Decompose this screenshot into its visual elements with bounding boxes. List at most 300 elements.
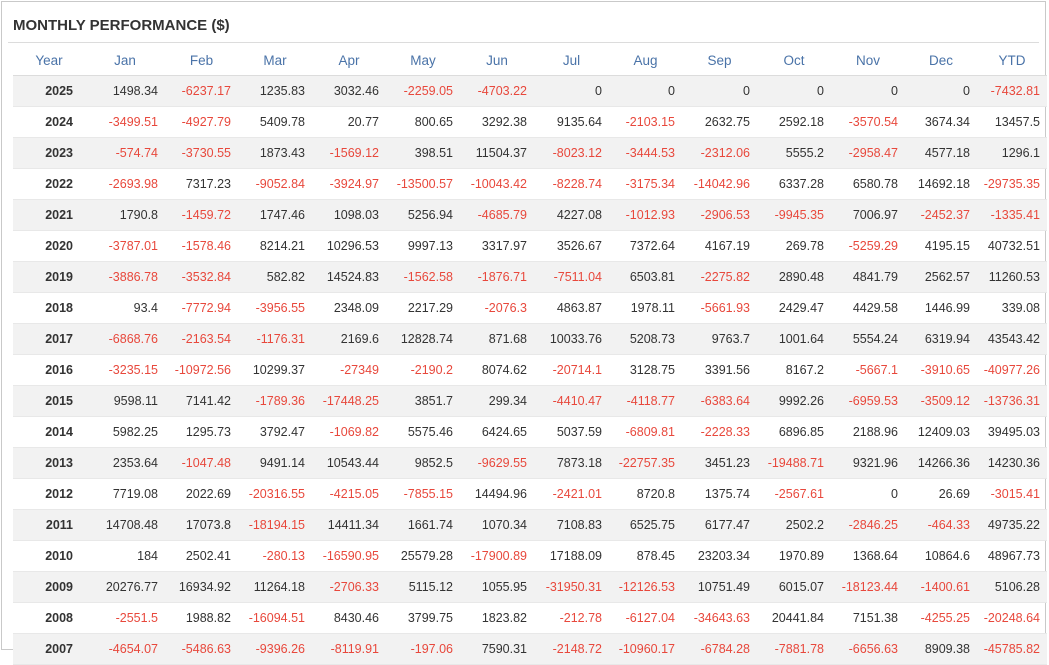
month-value-cell: 0: [831, 479, 905, 510]
month-value-cell: 9997.13: [386, 231, 460, 262]
month-value-cell: 1823.82: [460, 603, 534, 634]
month-value-cell: 2348.09: [312, 293, 386, 324]
month-value-cell: 14692.18: [905, 169, 977, 200]
table-row: [13, 541, 1047, 572]
month-value-cell: -5486.63: [165, 634, 238, 665]
month-value-cell: -5661.93: [682, 293, 757, 324]
month-value-cell: -464.33: [905, 510, 977, 541]
month-value-cell: 4227.08: [534, 200, 609, 231]
month-value-cell: -3730.55: [165, 138, 238, 169]
month-value-cell: -4703.22: [460, 76, 534, 107]
month-value-cell: 1873.43: [238, 138, 312, 169]
month-value-cell: 6525.75: [609, 510, 682, 541]
year-cell: 2011: [13, 510, 85, 541]
month-value-cell: -2076.3: [460, 293, 534, 324]
month-value-cell: 2562.57: [905, 262, 977, 293]
month-value-cell: 14494.96: [460, 479, 534, 510]
ytd-cell: 14230.36: [977, 448, 1047, 479]
month-value-cell: -9629.55: [460, 448, 534, 479]
month-value-cell: 7108.83: [534, 510, 609, 541]
year-cell: 2025: [13, 76, 85, 107]
table-row: [13, 138, 1047, 169]
column-header-oct: Oct: [757, 46, 831, 76]
month-value-cell: -20316.55: [238, 479, 312, 510]
month-value-cell: 3128.75: [609, 355, 682, 386]
table-row: [13, 231, 1047, 262]
ytd-cell: 11260.53: [977, 262, 1047, 293]
month-value-cell: -4927.79: [165, 107, 238, 138]
month-value-cell: 16934.92: [165, 572, 238, 603]
month-value-cell: -7511.04: [534, 262, 609, 293]
month-value-cell: -2958.47: [831, 138, 905, 169]
month-value-cell: 2022.69: [165, 479, 238, 510]
month-value-cell: -1569.12: [312, 138, 386, 169]
month-value-cell: -17448.25: [312, 386, 386, 417]
month-value-cell: -2103.15: [609, 107, 682, 138]
month-value-cell: 3391.56: [682, 355, 757, 386]
month-value-cell: -2693.98: [85, 169, 165, 200]
month-value-cell: 7317.23: [165, 169, 238, 200]
month-value-cell: 0: [905, 76, 977, 107]
month-value-cell: -17900.89: [460, 541, 534, 572]
month-value-cell: -3175.34: [609, 169, 682, 200]
column-header-mar: Mar: [238, 46, 312, 76]
month-value-cell: -7855.15: [386, 479, 460, 510]
month-value-cell: 1235.83: [238, 76, 312, 107]
month-value-cell: 398.51: [386, 138, 460, 169]
month-value-cell: 20276.77: [85, 572, 165, 603]
month-value-cell: 5115.12: [386, 572, 460, 603]
month-value-cell: 7141.42: [165, 386, 238, 417]
month-value-cell: -212.78: [534, 603, 609, 634]
month-value-cell: 11504.37: [460, 138, 534, 169]
month-value-cell: 6503.81: [609, 262, 682, 293]
ytd-cell: -7432.81: [977, 76, 1047, 107]
month-value-cell: 2592.18: [757, 107, 831, 138]
month-value-cell: -4118.77: [609, 386, 682, 417]
month-value-cell: -1176.31: [238, 324, 312, 355]
column-header-may: May: [386, 46, 460, 76]
month-value-cell: -2452.37: [905, 200, 977, 231]
ytd-cell: 13457.5: [977, 107, 1047, 138]
month-value-cell: 3851.7: [386, 386, 460, 417]
month-value-cell: -6656.63: [831, 634, 905, 665]
month-value-cell: 20.77: [312, 107, 386, 138]
month-value-cell: 1498.34: [85, 76, 165, 107]
month-value-cell: 10299.37: [238, 355, 312, 386]
month-value-cell: -9052.84: [238, 169, 312, 200]
table-row: [13, 169, 1047, 200]
month-value-cell: 0: [757, 76, 831, 107]
month-value-cell: 10864.6: [905, 541, 977, 572]
month-value-cell: -27349: [312, 355, 386, 386]
year-cell: 2016: [13, 355, 85, 386]
month-value-cell: 1375.74: [682, 479, 757, 510]
month-value-cell: 2502.41: [165, 541, 238, 572]
table-row: [13, 417, 1047, 448]
table-row: [13, 448, 1047, 479]
table-row: [13, 479, 1047, 510]
column-header-jun: Jun: [460, 46, 534, 76]
column-header-dec: Dec: [905, 46, 977, 76]
month-value-cell: 5037.59: [534, 417, 609, 448]
month-value-cell: -4654.07: [85, 634, 165, 665]
ytd-cell: 5106.28: [977, 572, 1047, 603]
month-value-cell: -20714.1: [534, 355, 609, 386]
year-cell: 2020: [13, 231, 85, 262]
month-value-cell: -6868.76: [85, 324, 165, 355]
month-value-cell: 1661.74: [386, 510, 460, 541]
month-value-cell: 3292.38: [460, 107, 534, 138]
month-value-cell: 0: [609, 76, 682, 107]
month-value-cell: 6424.65: [460, 417, 534, 448]
month-value-cell: 299.34: [460, 386, 534, 417]
month-value-cell: -1578.46: [165, 231, 238, 262]
month-value-cell: -1562.58: [386, 262, 460, 293]
month-value-cell: 25579.28: [386, 541, 460, 572]
ytd-cell: -40977.26: [977, 355, 1047, 386]
month-value-cell: -10960.17: [609, 634, 682, 665]
ytd-cell: 40732.51: [977, 231, 1047, 262]
table-row: [13, 572, 1047, 603]
month-value-cell: 5409.78: [238, 107, 312, 138]
month-value-cell: -10972.56: [165, 355, 238, 386]
table-row: [13, 107, 1047, 138]
column-header-apr: Apr: [312, 46, 386, 76]
month-value-cell: -22757.35: [609, 448, 682, 479]
month-value-cell: -2421.01: [534, 479, 609, 510]
month-value-cell: -2706.33: [312, 572, 386, 603]
month-value-cell: 8720.8: [609, 479, 682, 510]
month-value-cell: -1069.82: [312, 417, 386, 448]
month-value-cell: 4841.79: [831, 262, 905, 293]
table-row: [13, 634, 1047, 665]
month-value-cell: -3924.97: [312, 169, 386, 200]
month-value-cell: 800.65: [386, 107, 460, 138]
month-value-cell: -3532.84: [165, 262, 238, 293]
month-value-cell: -2846.25: [831, 510, 905, 541]
month-value-cell: 93.4: [85, 293, 165, 324]
month-value-cell: -2163.54: [165, 324, 238, 355]
year-cell: 2021: [13, 200, 85, 231]
year-cell: 2010: [13, 541, 85, 572]
month-value-cell: 878.45: [609, 541, 682, 572]
month-value-cell: 2188.96: [831, 417, 905, 448]
year-cell: 2014: [13, 417, 85, 448]
ytd-cell: -3015.41: [977, 479, 1047, 510]
ytd-cell: 43543.42: [977, 324, 1047, 355]
month-value-cell: 8214.21: [238, 231, 312, 262]
month-value-cell: 8430.46: [312, 603, 386, 634]
month-value-cell: 1970.89: [757, 541, 831, 572]
table-row: [13, 262, 1047, 293]
month-value-cell: 5555.2: [757, 138, 831, 169]
month-value-cell: 0: [831, 76, 905, 107]
month-value-cell: -8119.91: [312, 634, 386, 665]
month-value-cell: 9992.26: [757, 386, 831, 417]
month-value-cell: 1747.46: [238, 200, 312, 231]
year-cell: 2019: [13, 262, 85, 293]
month-value-cell: -6127.04: [609, 603, 682, 634]
month-value-cell: -2312.06: [682, 138, 757, 169]
month-value-cell: -18123.44: [831, 572, 905, 603]
month-value-cell: 0: [682, 76, 757, 107]
month-value-cell: 9763.7: [682, 324, 757, 355]
month-value-cell: 1001.64: [757, 324, 831, 355]
month-value-cell: 1978.11: [609, 293, 682, 324]
ytd-cell: -45785.82: [977, 634, 1047, 665]
month-value-cell: -6784.28: [682, 634, 757, 665]
year-cell: 2015: [13, 386, 85, 417]
month-value-cell: 8167.2: [757, 355, 831, 386]
year-cell: 2017: [13, 324, 85, 355]
month-value-cell: -6383.64: [682, 386, 757, 417]
month-value-cell: 1368.64: [831, 541, 905, 572]
month-value-cell: 3451.23: [682, 448, 757, 479]
year-cell: 2009: [13, 572, 85, 603]
month-value-cell: -6809.81: [609, 417, 682, 448]
month-value-cell: 17188.09: [534, 541, 609, 572]
month-value-cell: 1295.73: [165, 417, 238, 448]
month-value-cell: -31950.31: [534, 572, 609, 603]
month-value-cell: 9321.96: [831, 448, 905, 479]
ytd-cell: -1335.41: [977, 200, 1047, 231]
month-value-cell: 6015.07: [757, 572, 831, 603]
column-header-ytd: YTD: [977, 46, 1047, 76]
performance-panel: [1, 1, 1046, 656]
year-cell: 2013: [13, 448, 85, 479]
month-value-cell: 871.68: [460, 324, 534, 355]
month-value-cell: 0: [534, 76, 609, 107]
panel-title: MONTHLY PERFORMANCE ($): [13, 17, 230, 34]
ytd-cell: 48967.73: [977, 541, 1047, 572]
month-value-cell: 5982.25: [85, 417, 165, 448]
month-value-cell: 6319.94: [905, 324, 977, 355]
month-value-cell: -574.74: [85, 138, 165, 169]
month-value-cell: 2429.47: [757, 293, 831, 324]
month-value-cell: -3956.55: [238, 293, 312, 324]
month-value-cell: 3674.34: [905, 107, 977, 138]
month-value-cell: 7006.97: [831, 200, 905, 231]
month-value-cell: 2169.6: [312, 324, 386, 355]
month-value-cell: 4863.87: [534, 293, 609, 324]
month-value-cell: 7151.38: [831, 603, 905, 634]
month-value-cell: -5259.29: [831, 231, 905, 262]
table-row: [13, 200, 1047, 231]
year-cell: 2012: [13, 479, 85, 510]
month-value-cell: 3526.67: [534, 231, 609, 262]
column-header-nov: Nov: [831, 46, 905, 76]
month-value-cell: -2906.53: [682, 200, 757, 231]
performance-table: [13, 46, 1047, 665]
month-value-cell: 8909.38: [905, 634, 977, 665]
table-row: [13, 510, 1047, 541]
month-value-cell: -3787.01: [85, 231, 165, 262]
column-header-jan: Jan: [85, 46, 165, 76]
month-value-cell: -5667.1: [831, 355, 905, 386]
month-value-cell: 5208.73: [609, 324, 682, 355]
month-value-cell: -18194.15: [238, 510, 312, 541]
month-value-cell: 2353.64: [85, 448, 165, 479]
month-value-cell: 5575.46: [386, 417, 460, 448]
month-value-cell: 6896.85: [757, 417, 831, 448]
table-body: [13, 76, 1047, 665]
month-value-cell: -1012.93: [609, 200, 682, 231]
month-value-cell: 2502.2: [757, 510, 831, 541]
month-value-cell: 6337.28: [757, 169, 831, 200]
month-value-cell: -7772.94: [165, 293, 238, 324]
month-value-cell: -4255.25: [905, 603, 977, 634]
column-header-feb: Feb: [165, 46, 238, 76]
month-value-cell: 1988.82: [165, 603, 238, 634]
month-value-cell: 5554.24: [831, 324, 905, 355]
month-value-cell: 1098.03: [312, 200, 386, 231]
month-value-cell: 12409.03: [905, 417, 977, 448]
ytd-cell: 49735.22: [977, 510, 1047, 541]
month-value-cell: -4215.05: [312, 479, 386, 510]
month-value-cell: 4167.19: [682, 231, 757, 262]
month-value-cell: 2632.75: [682, 107, 757, 138]
month-value-cell: 26.69: [905, 479, 977, 510]
month-value-cell: -3910.65: [905, 355, 977, 386]
month-value-cell: 3317.97: [460, 231, 534, 262]
month-value-cell: 7873.18: [534, 448, 609, 479]
month-value-cell: -1047.48: [165, 448, 238, 479]
title-divider: [8, 42, 1039, 43]
month-value-cell: 2890.48: [757, 262, 831, 293]
month-value-cell: -7881.78: [757, 634, 831, 665]
month-value-cell: 17073.8: [165, 510, 238, 541]
table-row: [13, 293, 1047, 324]
month-value-cell: 12828.74: [386, 324, 460, 355]
table-row: [13, 386, 1047, 417]
ytd-cell: -13736.31: [977, 386, 1047, 417]
month-value-cell: -2551.5: [85, 603, 165, 634]
month-value-cell: -1400.61: [905, 572, 977, 603]
month-value-cell: -197.06: [386, 634, 460, 665]
table-header-row: [13, 46, 1047, 76]
table-row: [13, 603, 1047, 634]
month-value-cell: 9598.11: [85, 386, 165, 417]
column-header-jul: Jul: [534, 46, 609, 76]
column-header-year: Year: [13, 46, 85, 76]
month-value-cell: 5256.94: [386, 200, 460, 231]
month-value-cell: 7590.31: [460, 634, 534, 665]
month-value-cell: 14708.48: [85, 510, 165, 541]
month-value-cell: 1790.8: [85, 200, 165, 231]
year-cell: 2022: [13, 169, 85, 200]
table-row: [13, 76, 1047, 107]
month-value-cell: 4195.15: [905, 231, 977, 262]
month-value-cell: 269.78: [757, 231, 831, 262]
month-value-cell: 4429.58: [831, 293, 905, 324]
ytd-cell: 1296.1: [977, 138, 1047, 169]
month-value-cell: -280.13: [238, 541, 312, 572]
month-value-cell: 3032.46: [312, 76, 386, 107]
month-value-cell: -2259.05: [386, 76, 460, 107]
month-value-cell: -3499.51: [85, 107, 165, 138]
month-value-cell: -3509.12: [905, 386, 977, 417]
month-value-cell: -2148.72: [534, 634, 609, 665]
table-row: [13, 324, 1047, 355]
month-value-cell: -6237.17: [165, 76, 238, 107]
month-value-cell: -10043.42: [460, 169, 534, 200]
month-value-cell: 6580.78: [831, 169, 905, 200]
month-value-cell: -8023.12: [534, 138, 609, 169]
month-value-cell: -3570.54: [831, 107, 905, 138]
month-value-cell: -2275.82: [682, 262, 757, 293]
month-value-cell: -3444.53: [609, 138, 682, 169]
month-value-cell: 582.82: [238, 262, 312, 293]
month-value-cell: 9491.14: [238, 448, 312, 479]
month-value-cell: 9135.64: [534, 107, 609, 138]
month-value-cell: -4685.79: [460, 200, 534, 231]
ytd-cell: -20248.64: [977, 603, 1047, 634]
month-value-cell: -6959.53: [831, 386, 905, 417]
ytd-cell: -29735.35: [977, 169, 1047, 200]
month-value-cell: 7372.64: [609, 231, 682, 262]
month-value-cell: -12126.53: [609, 572, 682, 603]
month-value-cell: 9852.5: [386, 448, 460, 479]
ytd-cell: 39495.03: [977, 417, 1047, 448]
month-value-cell: 10033.76: [534, 324, 609, 355]
month-value-cell: 7719.08: [85, 479, 165, 510]
month-value-cell: -2228.33: [682, 417, 757, 448]
month-value-cell: -4410.47: [534, 386, 609, 417]
month-value-cell: -2567.61: [757, 479, 831, 510]
month-value-cell: 6177.47: [682, 510, 757, 541]
month-value-cell: 184: [85, 541, 165, 572]
month-value-cell: 20441.84: [757, 603, 831, 634]
year-cell: 2024: [13, 107, 85, 138]
month-value-cell: 3792.47: [238, 417, 312, 448]
month-value-cell: 14266.36: [905, 448, 977, 479]
month-value-cell: 2217.29: [386, 293, 460, 324]
month-value-cell: -14042.96: [682, 169, 757, 200]
month-value-cell: 10751.49: [682, 572, 757, 603]
table-row: [13, 355, 1047, 386]
month-value-cell: -9396.26: [238, 634, 312, 665]
month-value-cell: 11264.18: [238, 572, 312, 603]
month-value-cell: 4577.18: [905, 138, 977, 169]
month-value-cell: -34643.63: [682, 603, 757, 634]
year-cell: 2008: [13, 603, 85, 634]
month-value-cell: -8228.74: [534, 169, 609, 200]
month-value-cell: 8074.62: [460, 355, 534, 386]
month-value-cell: -13500.57: [386, 169, 460, 200]
month-value-cell: -2190.2: [386, 355, 460, 386]
month-value-cell: 1070.34: [460, 510, 534, 541]
month-value-cell: 1055.95: [460, 572, 534, 603]
month-value-cell: -1876.71: [460, 262, 534, 293]
column-header-sep: Sep: [682, 46, 757, 76]
month-value-cell: 3799.75: [386, 603, 460, 634]
month-value-cell: -1789.36: [238, 386, 312, 417]
month-value-cell: -16590.95: [312, 541, 386, 572]
month-value-cell: -19488.71: [757, 448, 831, 479]
month-value-cell: -16094.51: [238, 603, 312, 634]
month-value-cell: 23203.34: [682, 541, 757, 572]
month-value-cell: 14411.34: [312, 510, 386, 541]
month-value-cell: -3235.15: [85, 355, 165, 386]
ytd-cell: 339.08: [977, 293, 1047, 324]
month-value-cell: 1446.99: [905, 293, 977, 324]
month-value-cell: 10543.44: [312, 448, 386, 479]
year-cell: 2018: [13, 293, 85, 324]
year-cell: 2023: [13, 138, 85, 169]
month-value-cell: 10296.53: [312, 231, 386, 262]
month-value-cell: -1459.72: [165, 200, 238, 231]
